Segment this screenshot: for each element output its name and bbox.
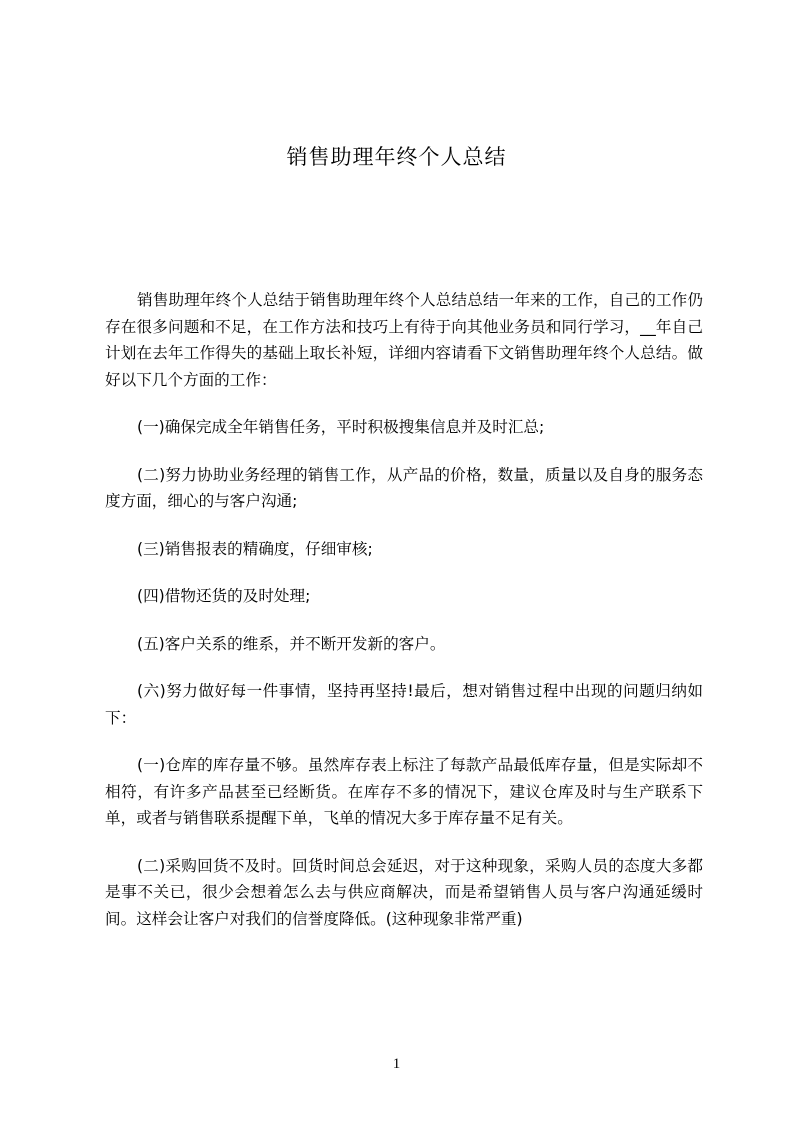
paragraph-problem-1: (一)仓库的库存量不够。虽然库存表上标注了每款产品最低库存量，但是实际却不相符，有许多产品甚至已经断货。在库存不多的情况下，建议仓库及时与生产联系下单，或者与销售联系提醒下单，飞单的情况大多于库存量不足有关。 — [105, 756, 703, 827]
page-number: 1 — [392, 1056, 401, 1072]
paragraph-item-5: (五)客户关系的维系，并不断开发新的客户。 — [137, 634, 446, 653]
paragraph-item-3: (三)销售报表的精确度，仔细审核; — [137, 539, 373, 558]
paragraph-item-1: (一)确保完成全年销售任务，平时积极搜集信息并及时汇总; — [137, 418, 545, 436]
paragraph-problem-2: (二)采购回货不及时。回货时间总会延迟，对于这种现象，采购人员的态度大多都是事不关已，很少会想着怎么去与供应商解决，而是希望销售人员与客户沟通延缓时间。这样会让客户对我们的信誉度降低。(这种现象非常严重) — [105, 856, 703, 928]
paragraph-item-4: (四)借物还货的及时处理; — [137, 587, 311, 605]
document-body — [105, 287, 703, 953]
paragraph-item-6: (六)努力做好每一件事情，坚持再坚持!最后，想对销售过程中出现的问题归纳如下： — [105, 682, 703, 727]
document-title: 销售助理年终个人总结 — [286, 145, 507, 169]
paragraph-intro: 销售助理年终个人总结于销售助理年终个人总结总结一年来的工作，自己的工作仍存在很多问题和不足，在工作方法和技巧上有待于向其他业务员和同行学习，__年自己计划在去年工作得失的基础上取长补短，详细内容请看下文销售助理年终个人总结。做好以下几个方面的工作： — [105, 291, 703, 389]
paragraph-item-2: (二)努力协助业务经理的销售工作，从产品的价格，数量，质量以及自身的服务态度方面，细心的与客户沟通; — [105, 465, 703, 510]
